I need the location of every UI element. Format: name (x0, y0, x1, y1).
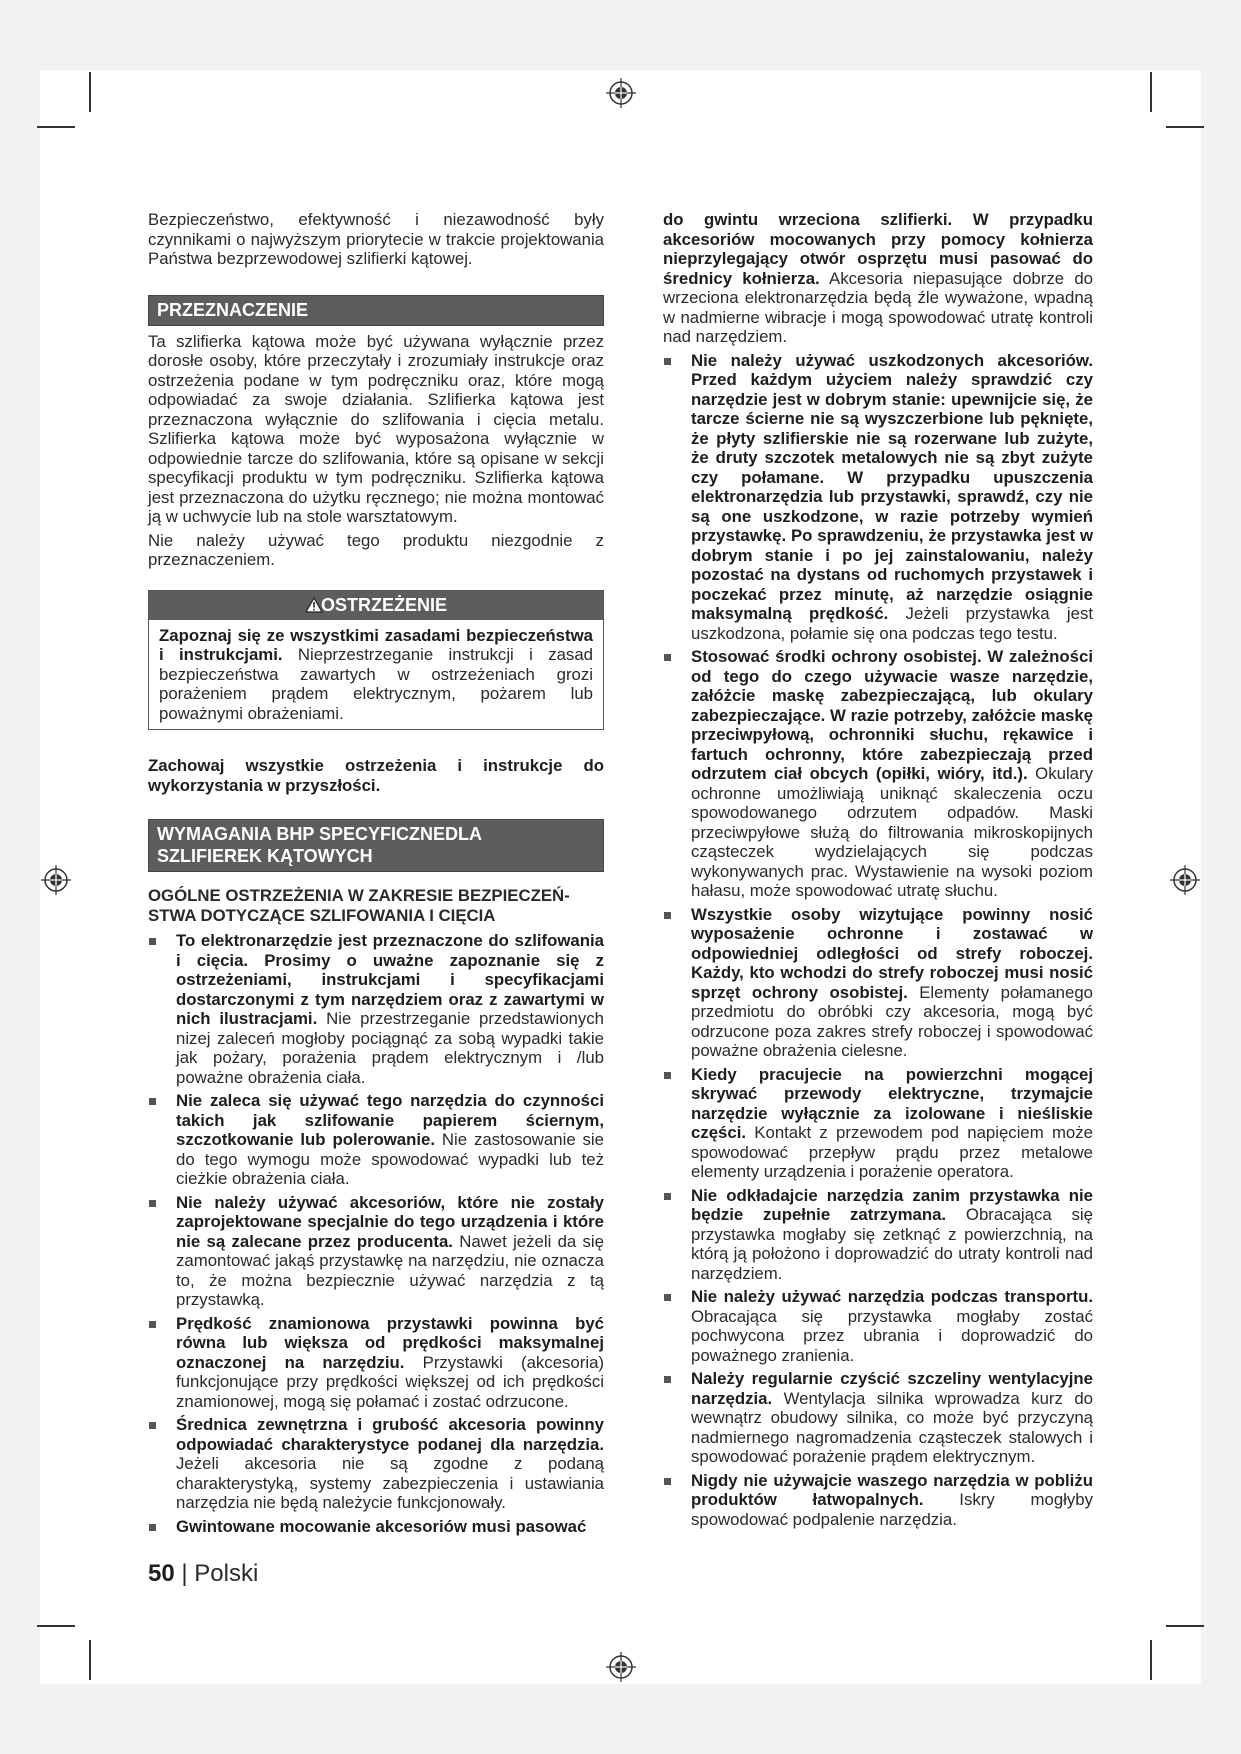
bullet-text: Iskry mogłyby spowodować podpalenie narzędzia. (691, 1490, 1093, 1529)
bullet-square-icon (664, 1478, 671, 1485)
bullet-square-icon (149, 1422, 156, 1429)
bullet-item (148, 1091, 604, 1189)
warning-text: Nieprzestrzeganie instrukcji i zasad bezpieczeństwa zawartych w ostrzeżeniach grozi porażeniem prądem elektrycznym, pożarem lub poważnymi obrażeniami. (159, 645, 593, 723)
crop-mark (37, 126, 75, 128)
continued-bold-text: do gwintu wrzeciona szlifierki. W przypadku akcesoriów mocowanych przy pomocy kołnierza nieprzylegający otwór osprzętu musi pasować do średnicy kołnierza. (663, 210, 1093, 288)
footer-separator: | (181, 1560, 188, 1587)
bullet-text: Jeżeli przystawka jest uszkodzona, połamie się ona podczas tego testu. (691, 604, 1094, 643)
bullet-text: Wentylacja silnika wprowadza kurz do wewnątrz obudowy silnika, co może być przyczyną nadmiernego nagromadzenia cząsteczek stalowych i spowodować porażenie prądem elektrycznym. (691, 1388, 1093, 1466)
crop-mark (1166, 1625, 1204, 1627)
bullet-square-icon (149, 938, 156, 945)
bullet-item (663, 1186, 1093, 1284)
bullet-bold-text: Prędkość znamionowa przystawki powinna być równa lub większa od prędkości maksymalnej oznaczonej na narzędziu. (176, 1313, 604, 1372)
keep-instructions-note (148, 756, 604, 795)
warning-body (149, 620, 603, 730)
bullet-item (663, 1369, 1093, 1467)
bullet-item (148, 1314, 604, 1412)
bullet-bold-text: Wszystkie osoby wizytujące powinny nosić wyposażenie ochronne i zostawać w odpowiedniej odległości od strefy roboczej. Każdy, kto wchodzi do strefy roboczej musi nosić sprzęt ochrony osobistej. (691, 904, 1093, 1002)
crop-mark (89, 1640, 91, 1680)
warning-heading-text: OSTRZEŻENIE (320, 594, 447, 615)
bullet-item (663, 647, 1093, 901)
left-column (148, 210, 604, 1540)
registration-mark-icon (1170, 865, 1200, 895)
bullet-item (663, 905, 1093, 1061)
bullet-square-icon (664, 1072, 671, 1079)
bullet-square-icon (149, 1321, 156, 1328)
footer-language: Polski (194, 1560, 259, 1587)
bullet-square-icon (149, 1098, 156, 1105)
bullet-item (663, 1065, 1093, 1182)
bullet-text: Obracająca się przystawka mogłaby zostać pochwycona przez ubrania i doprowadzić do poważnego zranienia. (691, 1306, 1093, 1365)
bullet-item (148, 1193, 604, 1310)
bullet-bold-text: Stosować środki ochrony osobistej. W zależności od tego do czego używacie wasze narzędzie, załóżcie maskę zabezpieczającą, lub okulary zabezpieczające. W razie potrzeby, załóżcie maskę przeciwpyłową, ochronniki słuchu, rękawice i fartuch ochronny, które zabezpieczają przed odrzutem ciał obcych (opiłki, wióry, itd.). (691, 647, 1093, 783)
bullet-item (148, 931, 604, 1087)
bullet-text: Obracająca się przystawka mogłaby się zetknąć z powierzchnią, na którą ją położono i doprowadzić do utraty kontroli nad narzędziem. (691, 1205, 1093, 1283)
bullet-text: Jeżeli akcesoria nie są zgodne z podaną charakterystyką, systemy zabezpieczenia i ustawiania narzędzia nie będą należycie funkcjonowały. (176, 1454, 604, 1512)
continued-text: Akcesoria niepasujące dobrze do wrzeciona elektronarzędzia będą źle wyważone, wpadną w nadmierne wibracje i mogą spowodować utratę kontroli nad narzędziem. (663, 268, 1093, 346)
bullet-bold-text: Należy regularnie czyścić szczeliny wentylacyjne narzędzia. (691, 1369, 1093, 1408)
crop-mark (89, 72, 91, 112)
bullet-bold-text: Nie należy używać uszkodzonych akcesoriów. Przed każdym użyciem należy sprawdzić czy narzędzie jest w dobrym stanie: upewnijcie się, że tarcze ścierne nie są wyszczerbione lub pęknięte, że płyty szlifierskie nie są rozerwane lub zużyte, że druty szczotek metalowych nie są zbyt zużyte czy połamane. W przypadku upuszczenia elektronarzędzia lub przystawki, sprawdź, czy nie są one uszkodzone, w razie potrzeby wymień przystawkę. Po sprawdzeniu, że przystawka jest w dobrym stanie i po jej zainstalowaniu, należy pozostać na dystans od ruchomych przystawek i poczekać przez minutę, aż narzędzie osiągnie maksymalną prędkość. (691, 350, 1093, 623)
bullet-square-icon (664, 912, 671, 919)
bullet-text: Elementy połamanego przedmiotu do obróbki czy akcesoria, mogą być odrzucone poza zakres strefy roboczej i spowodować poważne obrażenia cielesne. (691, 982, 1093, 1060)
crop-mark (1150, 1640, 1152, 1680)
bullet-bold-text: Nie należy używać narzędzia podczas transportu. (691, 1287, 1093, 1306)
bullet-square-icon (149, 1524, 156, 1531)
registration-mark-icon (606, 78, 636, 108)
bullet-square-icon (149, 1200, 156, 1207)
crop-mark (1150, 72, 1152, 112)
purpose-note: Nie należy używać tego produktu niezgodnie z przeznaczeniem. (148, 530, 604, 569)
continued-paragraph (663, 210, 1093, 347)
purpose-paragraph: Ta szlifierka kątowa może być używana wyłącznie przez dorosłe osoby, które przeczytały i zrozumiały instrukcje oraz ostrzeżenia podane w tym podręczniku oraz, które mogą odpowiadać za swoje działania. Szlifierka kątowa jest przeznaczona wyłącznie do szlifowania i cięcia metalu. Szlifierka kątowa może być wyposażona wyłącznie w odpowiednie tarcze do szlifowania, które są opisane w sekcji specyfikacji produktu w tym podręczniku. Szlifierka kątowa jest przeznaczona do użytku ręcznego; nie można montować ją w uchwycie lub na stole warsztatowym. (148, 331, 604, 526)
purpose-heading: PRZEZNACZENIE (148, 295, 604, 326)
bullet-square-icon (664, 1294, 671, 1301)
bullet-bold-text: Nigdy nie używajcie waszego narzędzia w pobliżu produktów łatwopalnych. (691, 1470, 1093, 1509)
warning-bold-text: Zapoznaj się ze wszystkimi zasadami bezpieczeństwa i instrukcjami. (159, 625, 593, 664)
keep-instructions-text: Zachowaj wszystkie ostrzeżenia i instrukcje do wykorzystania w przyszłości. (148, 756, 604, 795)
bhp-heading-line2: SZLIFIEREK KĄTOWYCH (157, 846, 373, 866)
bhp-subheading: OGÓLNE OSTRZEŻENIA W ZAKRESIE BEZPIECZEŃ-STWA DOTYCZĄCE SZLIFOWANIA I CIĘCIA (148, 886, 570, 925)
bullet-item (663, 1287, 1093, 1365)
crop-mark (37, 1625, 75, 1627)
left-bullet-list (148, 931, 604, 1536)
warning-heading (149, 591, 603, 620)
bullet-bold-text: Średnica zewnętrzna i grubość akcesoria powinny odpowiadać charakterystyce podanej dla narzędzia. (176, 1415, 604, 1454)
bhp-heading-line1: WYMAGANIA BHP SPECYFICZNEDLA (157, 824, 483, 844)
registration-mark-icon (606, 1652, 636, 1682)
bullet-item (148, 1517, 604, 1537)
bhp-heading (148, 819, 604, 872)
bullet-item (663, 351, 1093, 644)
bullet-bold-text: Kiedy pracujecie na powierzchni mogącej skrywać przewody elektryczne, trzymajcie narzędzie wyłącznie za izolowane i nieśliskie części. (691, 1064, 1093, 1142)
bullet-square-icon (664, 654, 671, 661)
bullet-text: Nawet jeżeli da się zamontować jakąś przystawkę na narzędziu, nie oznacza to, że można bezpiecznie używać narzędzia z tą przystawką. (176, 1231, 604, 1309)
crop-mark (1166, 126, 1204, 128)
bullet-text: Nie przestrzeganie przedstawionych nizej zaleceń mogłoby pociągnąć za sobą wypadki takie jak pożary, porażenia prądem elektrycznym i /lub poważne obrażenia ciała. (176, 1009, 604, 1087)
bullet-text: Przystawki (akcesoria) funkcjonujące przy prędkości większej od ich prędkości znamionowej, mogą się połamać i zostać odrzucone. (176, 1352, 604, 1411)
bullet-bold-text: Nie odkładajcie narzędzia zanim przystawka nie będzie zupełnie zatrzymana. (691, 1185, 1093, 1224)
bullet-text: Kontakt z przewodem pod napięciem może spowodować przepływ prądu przez metalowe elementy urządzenia i porażenie operatora. (691, 1123, 1093, 1181)
bullet-item (663, 1471, 1093, 1530)
right-column (663, 210, 1093, 1533)
bullet-bold-text: Nie należy używać akcesoriów, które nie zostały zaprojektowane specjalnie do tego urządzenia i które nie są zalecane przez producenta. (176, 1192, 604, 1251)
bullet-bold-text: To elektronarzędzie jest przeznaczone do szlifowania i cięcia. Prosimy o uważne zapoznanie się z ostrzeżeniami, instrukcjami i specyfikacjami dostarczonymi z tym narzędziem oraz z zawartymi w nich ilustracjami. (176, 931, 604, 1028)
intro-paragraph: Bezpieczeństwo, efektywność i niezawodność były czynnikami o najwyższym priorytecie w trakcie projektowania Państwa bezprzewodowej szlifierki kątowej. (148, 210, 604, 268)
bullet-bold-text: Nie zaleca się używać tego narzędzia do czynności takich jak szlifowanie papierem ściernym, szczotkowanie lub polerowanie. (176, 1091, 604, 1149)
bullet-text: Okulary ochronne umożliwiają uniknąć skaleczenia oczu spowodowanego odrzutem odpadów. Maski przeciwpyłowe służą do filtrowania mikroskopijnych cząsteczek wydzielających się podczas wykonywanych prac. Wystawienie na wysoki poziom hałasu, może spowodować utratę słuchu. (691, 764, 1093, 900)
bullet-square-icon (664, 1193, 671, 1200)
bullet-item (148, 1415, 604, 1513)
page-number: 50 (148, 1560, 175, 1587)
registration-mark-icon (41, 865, 71, 895)
bullet-square-icon (664, 1376, 671, 1383)
warning-box (148, 590, 604, 731)
right-bullet-list (663, 351, 1093, 1530)
bullet-bold-text: Gwintowane mocowanie akcesoriów musi pasować (176, 1516, 587, 1536)
page-footer (148, 1560, 258, 1588)
bullet-text: Nie zastosowanie sie do tego wymogu może spowodować wypadki lub też cieżkie obrażenia ciała. (176, 1130, 604, 1188)
bullet-square-icon (664, 358, 671, 365)
